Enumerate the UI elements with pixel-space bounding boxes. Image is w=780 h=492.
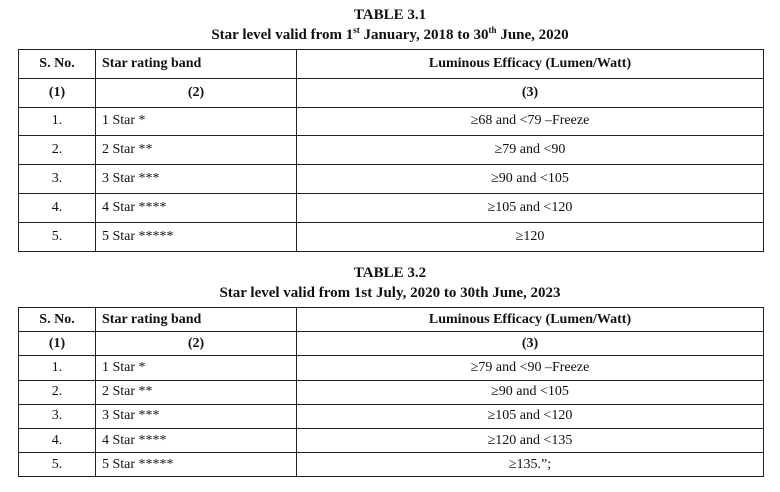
table-row xyxy=(19,356,764,380)
header-luminous-efficacy: Luminous Efficacy (Lumen/Watt) xyxy=(297,308,764,332)
table2-caption: Star level valid from 1st July, 2020 to 30th June, 2023 xyxy=(219,285,561,301)
cell-star-band: 1 Star * xyxy=(96,356,297,380)
cell-s-no: 1. xyxy=(19,356,96,380)
cell-efficacy: ≥120 xyxy=(297,222,764,251)
cell-efficacy: ≥79 and <90 –Freeze xyxy=(297,356,764,380)
table-row xyxy=(19,165,764,194)
cell-star-band: 1 Star * xyxy=(96,107,297,136)
cell-s-no: 5. xyxy=(19,453,96,477)
cell-star-band: 5 Star ***** xyxy=(96,222,297,251)
table-row xyxy=(19,222,764,251)
column-number-row xyxy=(19,78,764,107)
header-star-rating-band: Star rating band xyxy=(96,50,297,79)
cell-efficacy: ≥68 and <79 –Freeze xyxy=(297,107,764,136)
cell-s-no: 5. xyxy=(19,222,96,251)
cell-s-no: 1. xyxy=(19,107,96,136)
cell-star-band: 4 Star **** xyxy=(96,428,297,452)
cell-efficacy: ≥90 and <105 xyxy=(297,380,764,404)
header-luminous-efficacy: Luminous Efficacy (Lumen/Watt) xyxy=(297,50,764,79)
col-number-2: (2) xyxy=(96,332,297,356)
table-row xyxy=(19,428,764,452)
header-star-rating-band: Star rating band xyxy=(96,308,297,332)
table-header-row xyxy=(19,308,764,332)
cell-efficacy: ≥120 and <135 xyxy=(297,428,764,452)
cell-star-band: 3 Star *** xyxy=(96,404,297,428)
col-number-3: (3) xyxy=(297,332,764,356)
cell-s-no: 3. xyxy=(19,165,96,194)
table1 xyxy=(18,49,764,252)
cell-s-no: 2. xyxy=(19,136,96,165)
cell-s-no: 2. xyxy=(19,380,96,404)
table-row xyxy=(19,107,764,136)
table2 xyxy=(18,307,764,477)
table1-caption: Star level valid from 1st January, 2018 to 30th June, 2020 xyxy=(211,25,569,43)
col-number-3: (3) xyxy=(297,78,764,107)
cell-star-band: 4 Star **** xyxy=(96,193,297,222)
table-row xyxy=(19,380,764,404)
table-row xyxy=(19,136,764,165)
table-row xyxy=(19,193,764,222)
table-header-row xyxy=(19,50,764,79)
header-s-no: S. No. xyxy=(19,50,96,79)
col-number-2: (2) xyxy=(96,78,297,107)
table-row xyxy=(19,404,764,428)
header-s-no: S. No. xyxy=(19,308,96,332)
cell-s-no: 4. xyxy=(19,193,96,222)
cell-star-band: 2 Star ** xyxy=(96,380,297,404)
col-number-1: (1) xyxy=(19,332,96,356)
cell-star-band: 5 Star ***** xyxy=(96,453,297,477)
table2-number: TABLE 3.2 xyxy=(353,265,427,281)
cell-efficacy: ≥79 and <90 xyxy=(297,136,764,165)
cell-s-no: 4. xyxy=(19,428,96,452)
cell-efficacy: ≥135.”; xyxy=(297,453,764,477)
cell-efficacy: ≥105 and <120 xyxy=(297,404,764,428)
table1-number: TABLE 3.1 xyxy=(353,7,427,23)
cell-efficacy: ≥90 and <105 xyxy=(297,165,764,194)
table-row xyxy=(19,453,764,477)
col-number-1: (1) xyxy=(19,78,96,107)
column-number-row xyxy=(19,332,764,356)
cell-s-no: 3. xyxy=(19,404,96,428)
cell-star-band: 3 Star *** xyxy=(96,165,297,194)
cell-efficacy: ≥105 and <120 xyxy=(297,193,764,222)
cell-star-band: 2 Star ** xyxy=(96,136,297,165)
